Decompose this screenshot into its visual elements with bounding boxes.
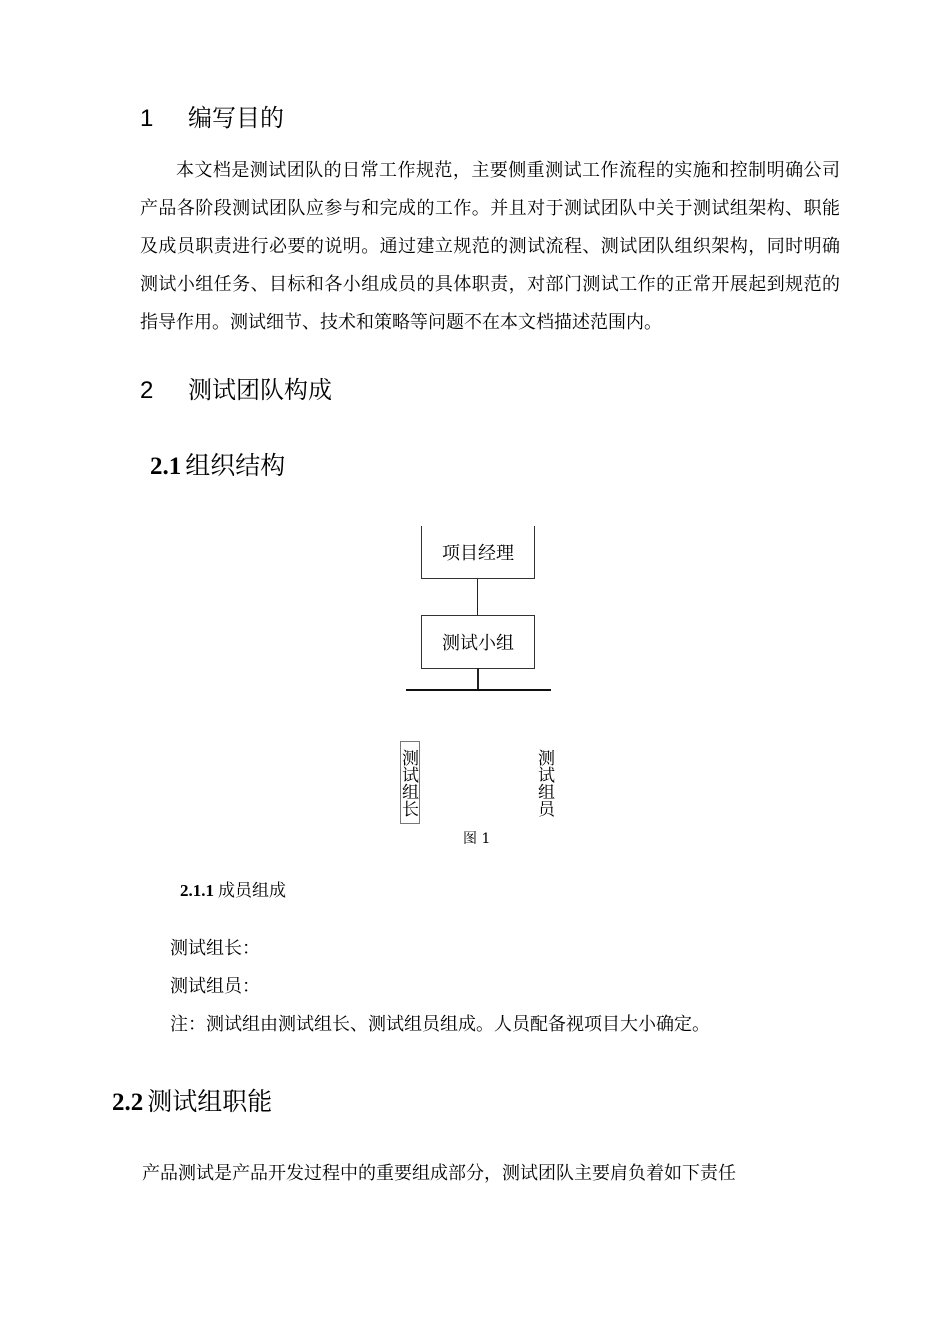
section-1-number: 1: [140, 105, 154, 132]
member-note: 注：测试组由测试组长、测试组员组成。人员配备视项目大小确定。: [170, 1014, 710, 1035]
org-box-test-group: [421, 615, 535, 669]
org-branch-bar: [406, 689, 551, 691]
figure-caption: 图 1: [463, 831, 491, 847]
member-leader-label: 测试组长：: [170, 938, 260, 959]
org-leaf-test-member: 测试组员: [534, 748, 554, 817]
section-2-1-number: 2.1: [150, 453, 182, 480]
section-2-heading: [140, 376, 332, 406]
section-2-1-1-number: 2.1.1: [180, 881, 214, 900]
section-2-1-1-heading: [180, 880, 286, 902]
section-2-2-title: 测试组职能: [147, 1087, 273, 1116]
org-leaf-test-leader: 测试组长: [400, 741, 420, 824]
org-box-project-manager-label: 项目经理: [442, 543, 514, 564]
member-member-label: 测试组员：: [170, 976, 260, 997]
section-2-2-heading: [112, 1086, 272, 1119]
org-connector-top: [477, 579, 478, 615]
org-box-test-group-label: 测试小组: [442, 633, 514, 654]
section-2-title: 测试团队构成: [188, 377, 332, 404]
section-2-number: 2: [140, 377, 154, 404]
org-box-project-manager: [421, 526, 535, 579]
section-2-1-heading: [150, 450, 285, 483]
section-2-1-1-title: 成员组成: [218, 881, 286, 901]
section-2-2-number: 2.2: [112, 1089, 144, 1116]
section-1-heading: [140, 104, 284, 134]
section-2-2-paragraph: 产品测试是产品开发过程中的重要组成部分，测试团队主要肩负着如下责任: [142, 1163, 736, 1184]
section-1-title: 编写目的: [188, 105, 284, 132]
section-1-paragraph: 本文档是测试团队的日常工作规范，主要侧重测试工作流程的实施和控制明确公司产品各阶段测试团队应参与和完成的工作。并且对于测试团队中关于测试组架构、职能及成员职责进行必要的说明。通过建立规范的测试流程、测试团队组织架构，同时明确测试小组任务、目标和各小组成员的具体职责，对部门测试工作的正常开展起到规范的指导作用。测试细节、技术和策略等问题不在本文档描述范围内。: [140, 160, 840, 333]
org-connector-bottom: [477, 668, 479, 690]
section-2-1-title: 组织结构: [185, 451, 286, 480]
